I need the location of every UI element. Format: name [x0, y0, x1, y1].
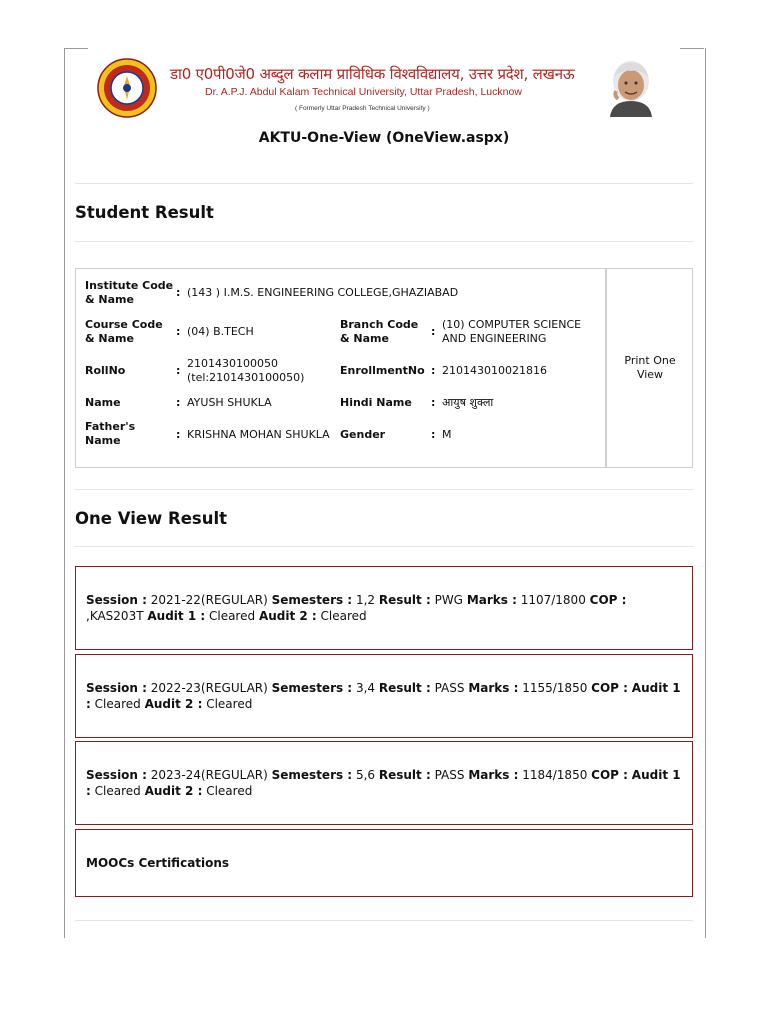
cop-label: COP :	[591, 681, 628, 695]
semesters-value: 3,4	[355, 681, 376, 695]
audit2-label: Audit 2 :	[258, 609, 317, 623]
one-view-result-heading: One View Result	[75, 509, 228, 528]
semesters-label: Semesters :	[271, 768, 353, 782]
semesters-value: 1,2	[355, 593, 376, 607]
branch-value: (10) COMPUTER SCIENCE AND ENGINEERING	[442, 318, 582, 345]
institute-label: Institute Code & Name	[85, 279, 174, 306]
page-title: AKTU-One-View (OneView.aspx)	[258, 130, 510, 146]
branch-label: Branch Code & Name	[340, 318, 419, 345]
father-name-colon: :	[176, 428, 181, 441]
father-name-label: Father's Name	[85, 420, 136, 447]
audit2-value: Cleared	[206, 697, 253, 711]
university-name-hindi: डा0 ए0पी0जे0 अब्दुल कलाम प्राविधिक विश्वविद्यालय, उत्तर प्रदेश, लखनऊ	[170, 65, 575, 83]
session-label: Session :	[86, 593, 147, 607]
result-value: PWG	[434, 593, 463, 607]
result-value: PASS	[434, 768, 465, 782]
audit2-label: Audit 2 :	[144, 697, 203, 711]
divider	[75, 241, 693, 242]
gender-colon: :	[431, 428, 436, 441]
branch-colon: :	[431, 325, 436, 338]
session-result-text	[86, 680, 682, 712]
moocs-certifications-label[interactable]: MOOCs Certifications	[86, 856, 230, 870]
course-label: Course Code & Name	[85, 318, 163, 345]
audit1-label: Audit 1 :	[147, 609, 206, 623]
rollno-colon: :	[176, 364, 181, 377]
hindi-name-label: Hindi Name	[340, 396, 412, 409]
marks-value: 1184/1850	[522, 768, 588, 782]
hindi-name-value: आयुष शुक्ला	[442, 396, 494, 409]
hindi-name-colon: :	[431, 396, 436, 409]
audit2-label: Audit 2 :	[144, 784, 203, 798]
moocs-card	[75, 829, 693, 897]
session-value: 2021-22(REGULAR)	[150, 593, 268, 607]
gender-label: Gender	[340, 428, 386, 441]
audit1-label: Audit 1 :	[86, 768, 681, 798]
father-name-value: KRISHNA MOHAN SHUKLA	[187, 428, 330, 441]
enrollment-colon: :	[431, 364, 436, 377]
divider	[75, 920, 693, 921]
marks-label: Marks :	[466, 593, 517, 607]
session-result-text	[86, 592, 682, 624]
rollno-value[interactable]: 2101430100050 (tel:2101430100050)	[187, 357, 305, 384]
result-label: Result :	[378, 593, 431, 607]
divider	[75, 183, 693, 184]
session-label: Session :	[86, 681, 147, 695]
result-label: Result :	[378, 768, 431, 782]
semesters-value: 5,6	[355, 768, 376, 782]
enrollment-value: 210143010021816	[442, 364, 547, 377]
session-result-card	[75, 741, 693, 825]
enrollment-label: EnrollmentNo	[340, 364, 425, 377]
marks-label: Marks :	[468, 768, 519, 782]
marks-value: 1155/1850	[522, 681, 588, 695]
session-result-card	[75, 566, 693, 650]
name-label: Name	[85, 396, 121, 409]
semesters-label: Semesters :	[271, 681, 353, 695]
audit1-value: Cleared	[208, 609, 256, 623]
student-info-divider	[605, 268, 607, 468]
session-value: 2022-23(REGULAR)	[150, 681, 268, 695]
portrait-photo-icon	[600, 55, 662, 117]
course-colon: :	[176, 325, 181, 338]
cop-label: COP :	[591, 768, 628, 782]
institute-value: (143 ) I.M.S. ENGINEERING COLLEGE,GHAZIABAD	[187, 286, 459, 299]
session-value: 2023-24(REGULAR)	[150, 768, 268, 782]
session-result-card	[75, 654, 693, 738]
audit1-value: Cleared	[94, 697, 141, 711]
cop-label: COP :	[589, 593, 627, 607]
divider	[75, 546, 693, 547]
audit1-value: Cleared	[94, 784, 141, 798]
semesters-label: Semesters :	[271, 593, 353, 607]
result-label: Result :	[378, 681, 431, 695]
university-former-name: ( Formerly Uttar Pradesh Technical University )	[295, 105, 430, 112]
rollno-label: RollNo	[85, 364, 126, 377]
institute-colon: :	[176, 286, 181, 299]
cop-value: ,KAS203T	[86, 609, 144, 623]
session-result-text	[86, 767, 682, 799]
audit2-value: Cleared	[320, 609, 367, 623]
result-value: PASS	[434, 681, 465, 695]
student-result-heading: Student Result	[75, 203, 214, 222]
session-label: Session :	[86, 768, 147, 782]
name-value: AYUSH SHUKLA	[187, 396, 272, 409]
divider	[75, 489, 693, 490]
university-seal-icon	[97, 58, 157, 118]
university-name-english: Dr. A.P.J. Abdul Kalam Technical University, Uttar Pradesh, Lucknow	[205, 86, 522, 98]
audit2-value: Cleared	[206, 784, 253, 798]
gender-value: M	[442, 428, 452, 441]
course-value: (04) B.TECH	[187, 325, 254, 338]
marks-value: 1107/1800	[520, 593, 586, 607]
marks-label: Marks :	[468, 681, 519, 695]
name-colon: :	[176, 396, 181, 409]
print-one-view-link[interactable]: Print One View	[624, 354, 676, 381]
audit1-label: Audit 1 :	[86, 681, 681, 711]
